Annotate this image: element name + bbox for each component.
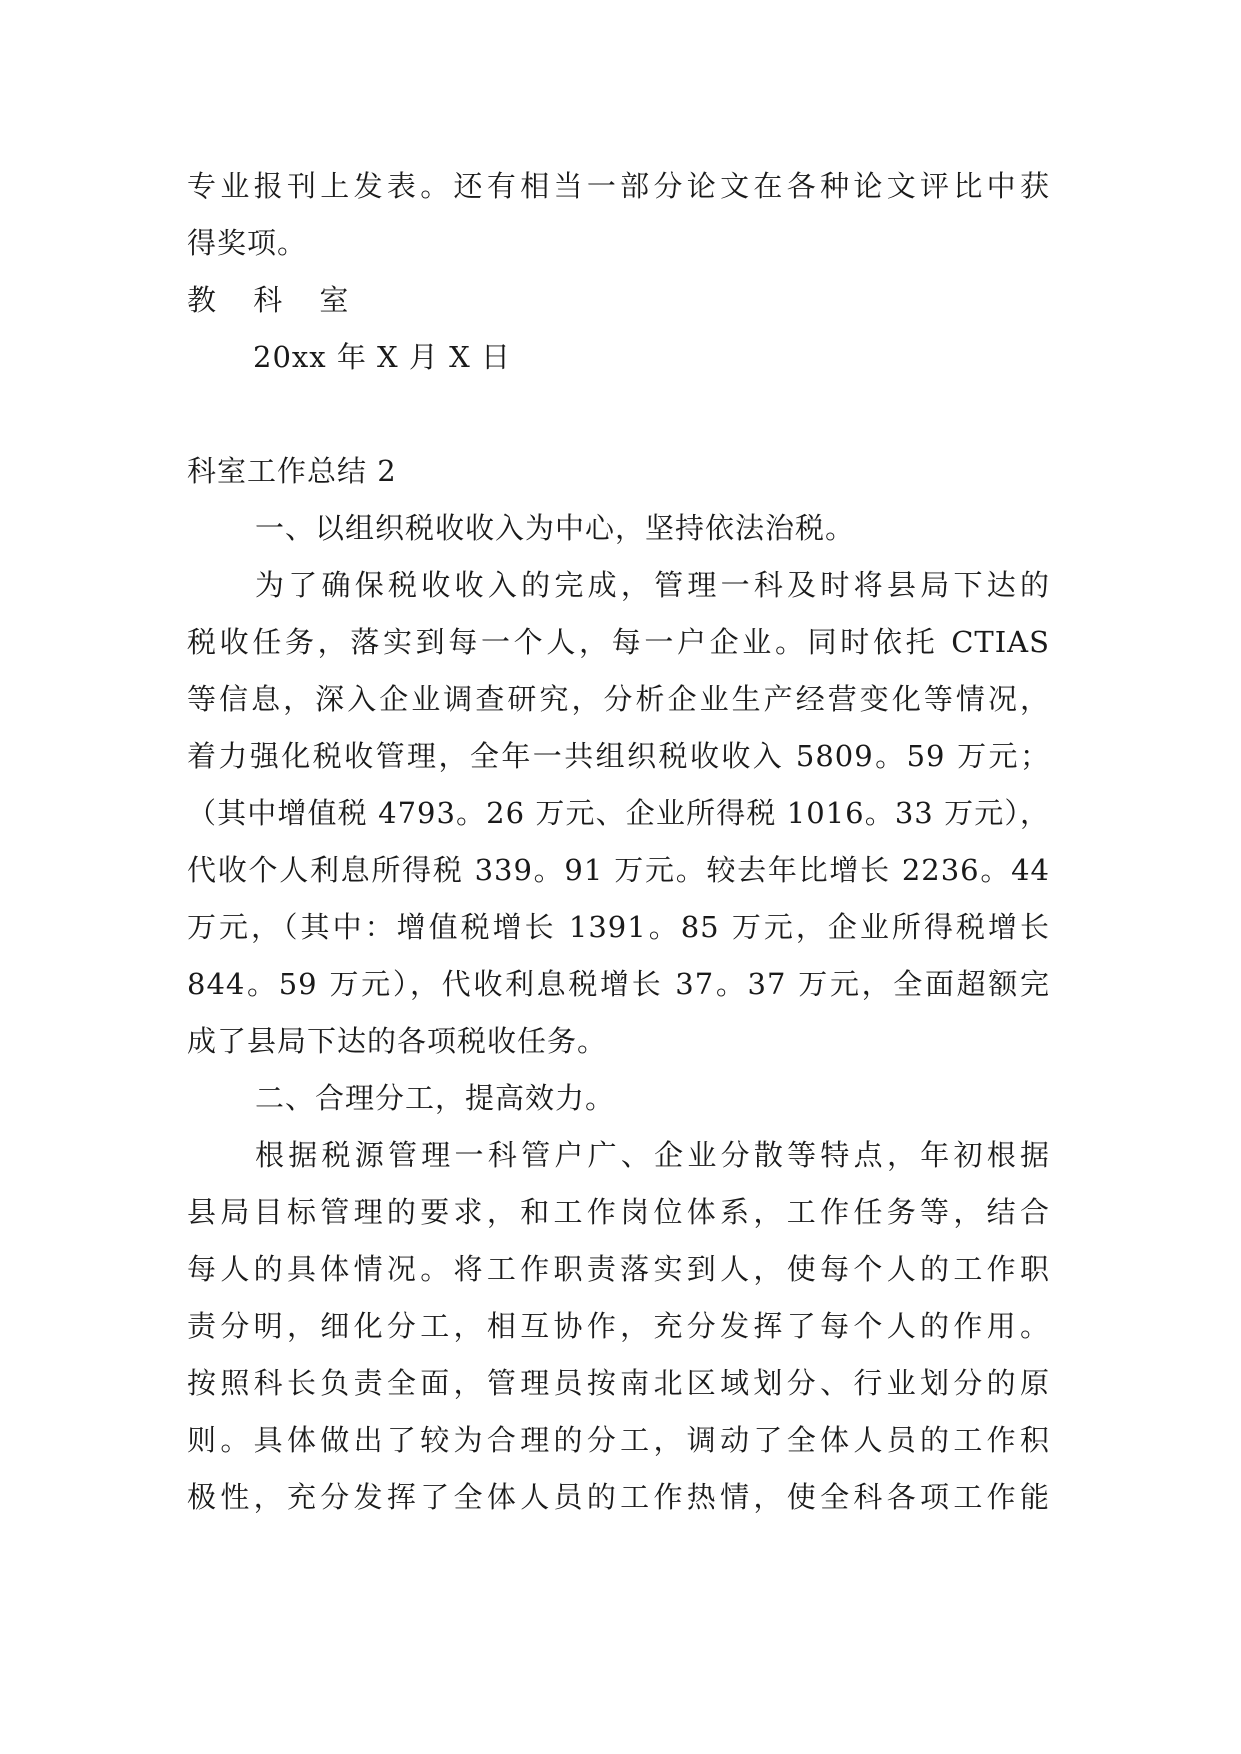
section-gap [187,386,1067,443]
paragraph-2-line: 极性，充分发挥了全体人员的工作热情，使全科各项工作能 [187,1480,1050,1514]
paragraph-2-line: 根据税源管理一科管户广、企业分散等特点，年初根据 [255,1138,1050,1172]
paragraph-1-line: 等信息，深入企业调查研究，分析企业生产经营变化等情况， [187,682,1050,716]
document-body [187,158,1067,1526]
paragraph-1-line: 代收个人利息所得税 339。91 万元。较去年比增长 2236。44 [187,853,1050,887]
section-title: 科室工作总结 2 [187,454,397,488]
paragraph-2-line: 每人的具体情况。将工作职责落实到人，使每个人的工作职 [187,1252,1050,1286]
paragraph-1-line: 着力强化税收管理，全年一共组织税收收入 5809。59 万元； [187,739,1050,773]
section-heading-2: 二、合理分工，提高效力。 [255,1081,616,1115]
paragraph-2-line: 则。具体做出了较为合理的分工，调动了全体人员的工作积 [187,1423,1050,1457]
paragraph-2-line: 按照科长负责全面，管理员按南北区域划分、行业划分的原 [187,1366,1050,1400]
paragraph-2-line: 责分明，细化分工，相互协作，充分发挥了每个人的作用。 [187,1309,1050,1343]
paragraph-1-line: 万元，（其中：增值税增长 1391。85 万元，企业所得税增长 [187,910,1050,944]
paragraph-1-line: 844。59 万元），代收利息税增长 37。37 万元，全面超额完 [187,967,1050,1001]
paragraph-1-line: 成了县局下达的各项税收任务。 [187,1024,608,1058]
paragraph-1-line: 为了确保税收收入的完成，管理一科及时将县局下达的 [255,568,1050,602]
text-line: 得奖项。 [187,226,308,260]
paragraph-1-line: 税收任务，落实到每一个人，每一户企业。同时依托 CTIAS [187,625,1050,659]
paragraph-2-line: 县局目标管理的要求，和工作岗位体系，工作任务等，结合 [187,1195,1050,1229]
paragraph-1-line: （其中增值税 4793。26 万元、企业所得税 1016。33 万元）， [187,796,1050,830]
signature-department: 教 科 室 [187,283,363,317]
text-line: 专业报刊上发表。还有相当一部分论文在各种论文评比中获 [187,169,1050,203]
section-heading-1: 一、以组织税收收入为中心，坚持依法治税。 [255,511,856,545]
signature-date: 20xx 年 X 月 X 日 [253,340,511,374]
